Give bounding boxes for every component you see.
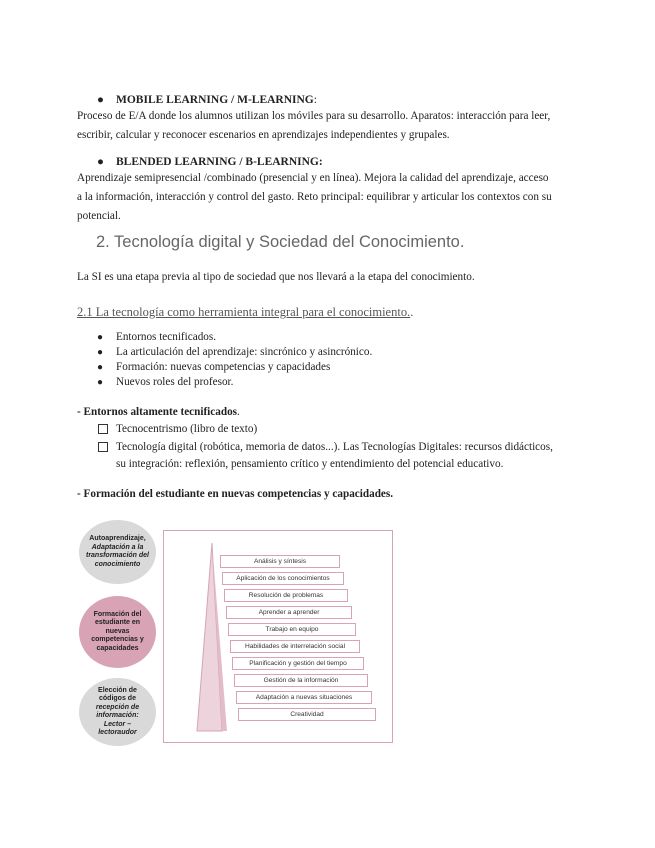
competencias-pyramid-frame xyxy=(163,530,393,743)
bullet-dot-icon: ● xyxy=(97,362,104,373)
autoaprendizaje-circle: Autoaprendizaje, Adaptación a la transformación del conocimiento xyxy=(79,520,156,584)
pyramid-item: Aprender a aprender xyxy=(226,606,352,619)
pyramid-item: Análisis y síntesis xyxy=(220,555,340,568)
pyramid-item: Adaptación a nuevas situaciones xyxy=(236,691,372,704)
bullet-dot-icon: ● xyxy=(97,156,104,168)
pyramid-item: Trabajo en equipo xyxy=(228,623,356,636)
pyramid-item: Aplicación de los conocimientos xyxy=(222,572,344,585)
section-2-heading: 2. Tecnología digital y Sociedad del Conocimiento. xyxy=(96,233,465,251)
bullet-dot-icon: ● xyxy=(97,377,104,388)
bullet-dot-icon: ● xyxy=(97,347,104,358)
checkbox-icon[interactable] xyxy=(98,442,108,452)
blended-learning-description: Aprendizaje semipresencial /combinado (presencial y en línea). Mejora la calidad del aprendizaje, acceso a la información, interacción y control del gasto. Reto principal: equilibrar y articular los contextos con su potencial. xyxy=(77,172,552,222)
mobile-learning-description: Proceso de E/A donde los alumnos utilizan los móviles para su desarrollo. Aparatos: interacción para leer, escribir, calcular y reconocer escenarios en aprendizajes independientes y grupales. xyxy=(77,110,551,141)
entornos-label: - Entornos altamente tecnificados. xyxy=(77,406,240,418)
section-2-1-heading[interactable]: 2.1 La tecnología como herramienta integral para el conocimiento.. xyxy=(77,305,414,319)
formacion-label: - Formación del estudiante en nuevas competencias y capacidades. xyxy=(77,488,394,500)
pyramid-item: Creatividad xyxy=(238,708,376,721)
formacion-circle: Formación del estudiante en nuevas competencias y capacidades xyxy=(79,596,156,668)
pyramid-item: Resolución de problemas xyxy=(224,589,348,602)
eleccion-circle: Elección de códigos de recepción de información: Lector – lectoraudor xyxy=(79,678,156,746)
bullet-dot-icon: ● xyxy=(97,94,104,106)
section-2-intro: La SI es una etapa previa al tipo de sociedad que nos llevará a la etapa del conocimiento. xyxy=(77,271,475,283)
mobile-learning-title: MOBILE LEARNING / M-LEARNING xyxy=(116,94,314,106)
pyramid-item: Planificación y gestión del tiempo xyxy=(232,657,364,670)
bullet-dot-icon: ● xyxy=(97,332,104,343)
checkbox-icon[interactable] xyxy=(98,424,108,434)
pyramid-item: Gestión de la información xyxy=(234,674,368,687)
blended-learning-title: BLENDED LEARNING / B-LEARNING: xyxy=(116,156,323,168)
pyramid-item: Habilidades de interrelación social xyxy=(230,640,360,653)
